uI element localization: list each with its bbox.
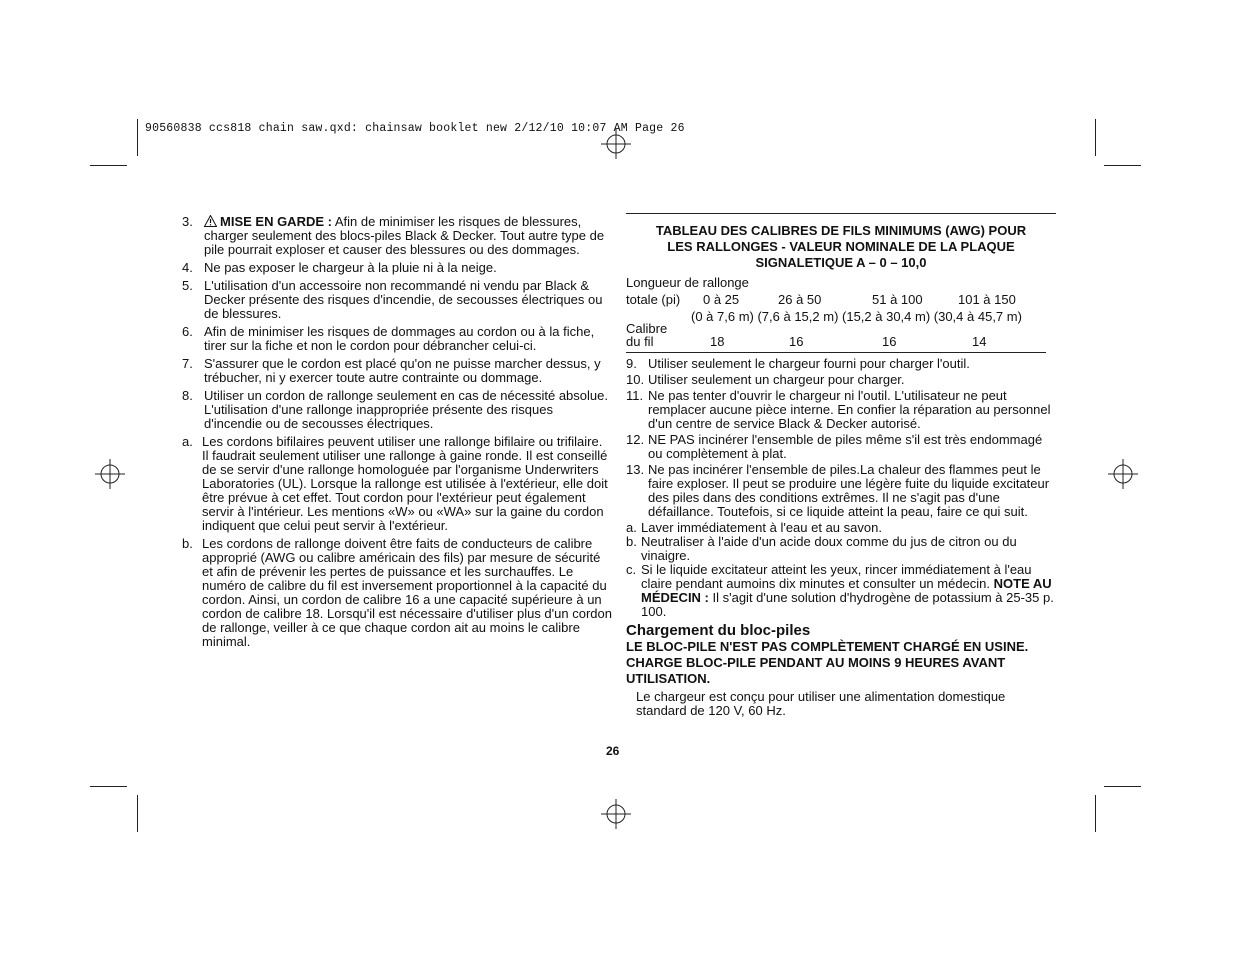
list-item: c. Si le liquide excitateur atteint les yeux, rincer immédiatement à l'eau claire pendant aumoins dix minutes et consulter un médecin. NOTE AU MÉDECIN : Il s'agit d'une solution d'hydrogène de potassium à 25-35 p. 100. <box>626 562 1054 619</box>
table-cell: 16 <box>789 334 804 349</box>
registration-mark-icon <box>1108 459 1138 489</box>
list-item: a. Les cordons bifilaires peuvent utiliser une rallonge bifilaire ou trifilaire. Il faudrait seulement utiliser une rallonge à gaine ronde. Il est conseillé de se servir d'une rallonge homologuée par l'organisme Underwriters Laboratories (UL). Lorsque la rallonge est utilisée à l'extérieur, elle doit être prévue à cet effet. Tout cordon pour l'extérieur peut également servir à l'intérieur. Les mentions «W» ou «WA» sur la gaine du cordon indiquent que celui peut servir à l'extérieur. <box>182 434 608 533</box>
list-item: 9. Utiliser seulement le chargeur fourni pour charger l'outil. <box>626 356 970 371</box>
table-bottom-rule <box>626 352 1046 353</box>
list-item: 8. Utiliser un cordon de rallonge seulement en cas de nécessité absolue. L'utilisation d'une rallonge inappropriée présente des risques d'incendie ou de secousses électriques. <box>182 388 608 431</box>
list-item: 5. L'utilisation d'un accessoire non recommandé ni vendu par Black & Decker présente des risques d'incendie, de secousses électriques ou de blessures. <box>182 278 603 321</box>
warning-paragraph: LE BLOC-PILE N'EST PAS COMPLÈTEMENT CHARGÉ EN USINE. CHARGE BLOC-PILE PENDANT AU MOINS 9 HEURES AVANT UTILISATION. <box>626 639 1029 686</box>
list-item: 3. MISE EN GARDE : Afin de minimiser les risques de blessures, charger seulement des blocs-piles Black & Decker. Tout autre type de pile pourrait exploser et causer des blessures ou des dommages. <box>182 214 605 257</box>
warning-icon <box>204 215 217 227</box>
right-column <box>626 357 1056 718</box>
list-item: 7. S'assurer que le cordon est placé qu'on ne puisse marcher dessus, y trébucher, ni y exercer toute autre contrainte ou dommage. <box>182 356 601 385</box>
registration-mark-icon <box>601 799 631 829</box>
list-item: 4. Ne pas exposer le chargeur à la pluie ni à la neige. <box>182 260 497 275</box>
table-label-total: totale (pi) <box>626 292 681 307</box>
table-cell: 51 à 100 <box>872 292 923 307</box>
printer-slug: 90560838 ccs818 chain saw.qxd: chainsaw booklet new 2/12/10 10:07 AM Page 26 <box>145 122 685 135</box>
left-column <box>182 215 612 653</box>
table-label-length: Longueur de rallonge <box>626 275 749 290</box>
list-item: 10. Utiliser seulement un chargeur pour charger. <box>626 372 905 387</box>
list-item: 13. Ne pas incinérer l'ensemble de piles.La chaleur des flammes peut le faire exploser. Il peut se produire une légère fuite du liquide excitateur des piles dans des conditions extrêmes. Il ne s'agit pas d'une défaillance. Toutefois, si ce liquide atteint la peau, faire ce qui suit. <box>626 462 1050 519</box>
table-cell: 101 à 150 <box>958 292 1016 307</box>
table-cell: 18 <box>710 334 725 349</box>
list-item: b. Neutraliser à l'aide d'un acide doux comme du jus de citron ou du vinaigre. <box>626 534 1017 563</box>
list-item: 12. NE PAS incinérer l'ensemble de piles même s'il est très endommagé ou complètement à plat. <box>626 432 1043 461</box>
table-cell: 26 à 50 <box>778 292 822 307</box>
table-cell: 0 à 25 <box>703 292 740 307</box>
table-metric-row: (0 à 7,6 m) (7,6 à 15,2 m) (15,2 à 30,4 m) (30,4 à 45,7 m) <box>691 309 1022 324</box>
section-title: Chargement du bloc-piles <box>626 622 811 639</box>
table-top-rule <box>626 213 1056 214</box>
list-item: 11. Ne pas tenter d'ouvrir le chargeur ni l'outil. L'utilisateur ne peut remplacer aucune pièce interne. En confier la réparation au personnel d'un centre de service Black & Decker autorisé. <box>626 388 1051 431</box>
table-label-wire: du fil <box>626 334 654 349</box>
body-paragraph: Le chargeur est conçu pour utiliser une alimentation domestique standard de 120 V, 60 Hz. <box>636 689 1006 718</box>
page-number: 26 <box>606 744 620 758</box>
table-title: TABLEAU DES CALIBRES DE FILS MINIMUMS (AWG) POUR LES RALLONGES - VALEUR NOMINALE DE LA PLAQUE SIGNALETIQUE A – 0 – 10,0 <box>655 223 1027 270</box>
table-cell: 16 <box>882 334 897 349</box>
list-item: b. Les cordons de rallonge doivent être faits de conducteurs de calibre approprié (AWG ou calibre américain des fils) par mesure de sécurité et afin de prévenir les pertes de puissance et les surchauffes. Le numéro de calibre du fil est inversement proportionnel à la capacité du cordon. Ainsi, un cordon de calibre 16 a une capacité supérieure à un cordon de calibre 18. Lorsqu'il est nécessaire d'utiliser plus d'un cordon de rallonge, veiller à ce que chaque cordon ait au moins le calibre minimal. <box>182 536 612 649</box>
list-item: a. Laver immédiatement à l'eau et au savon. <box>626 520 882 535</box>
registration-mark-icon <box>601 129 631 159</box>
list-item: 6. Afin de minimiser les risques de dommages au cordon ou à la fiche, tirer sur la fiche et non le cordon pour débrancher celui-ci. <box>182 324 595 353</box>
table-label-gauge: Calibre <box>626 321 668 336</box>
table-cell: 14 <box>972 334 987 349</box>
registration-mark-icon <box>95 459 125 489</box>
